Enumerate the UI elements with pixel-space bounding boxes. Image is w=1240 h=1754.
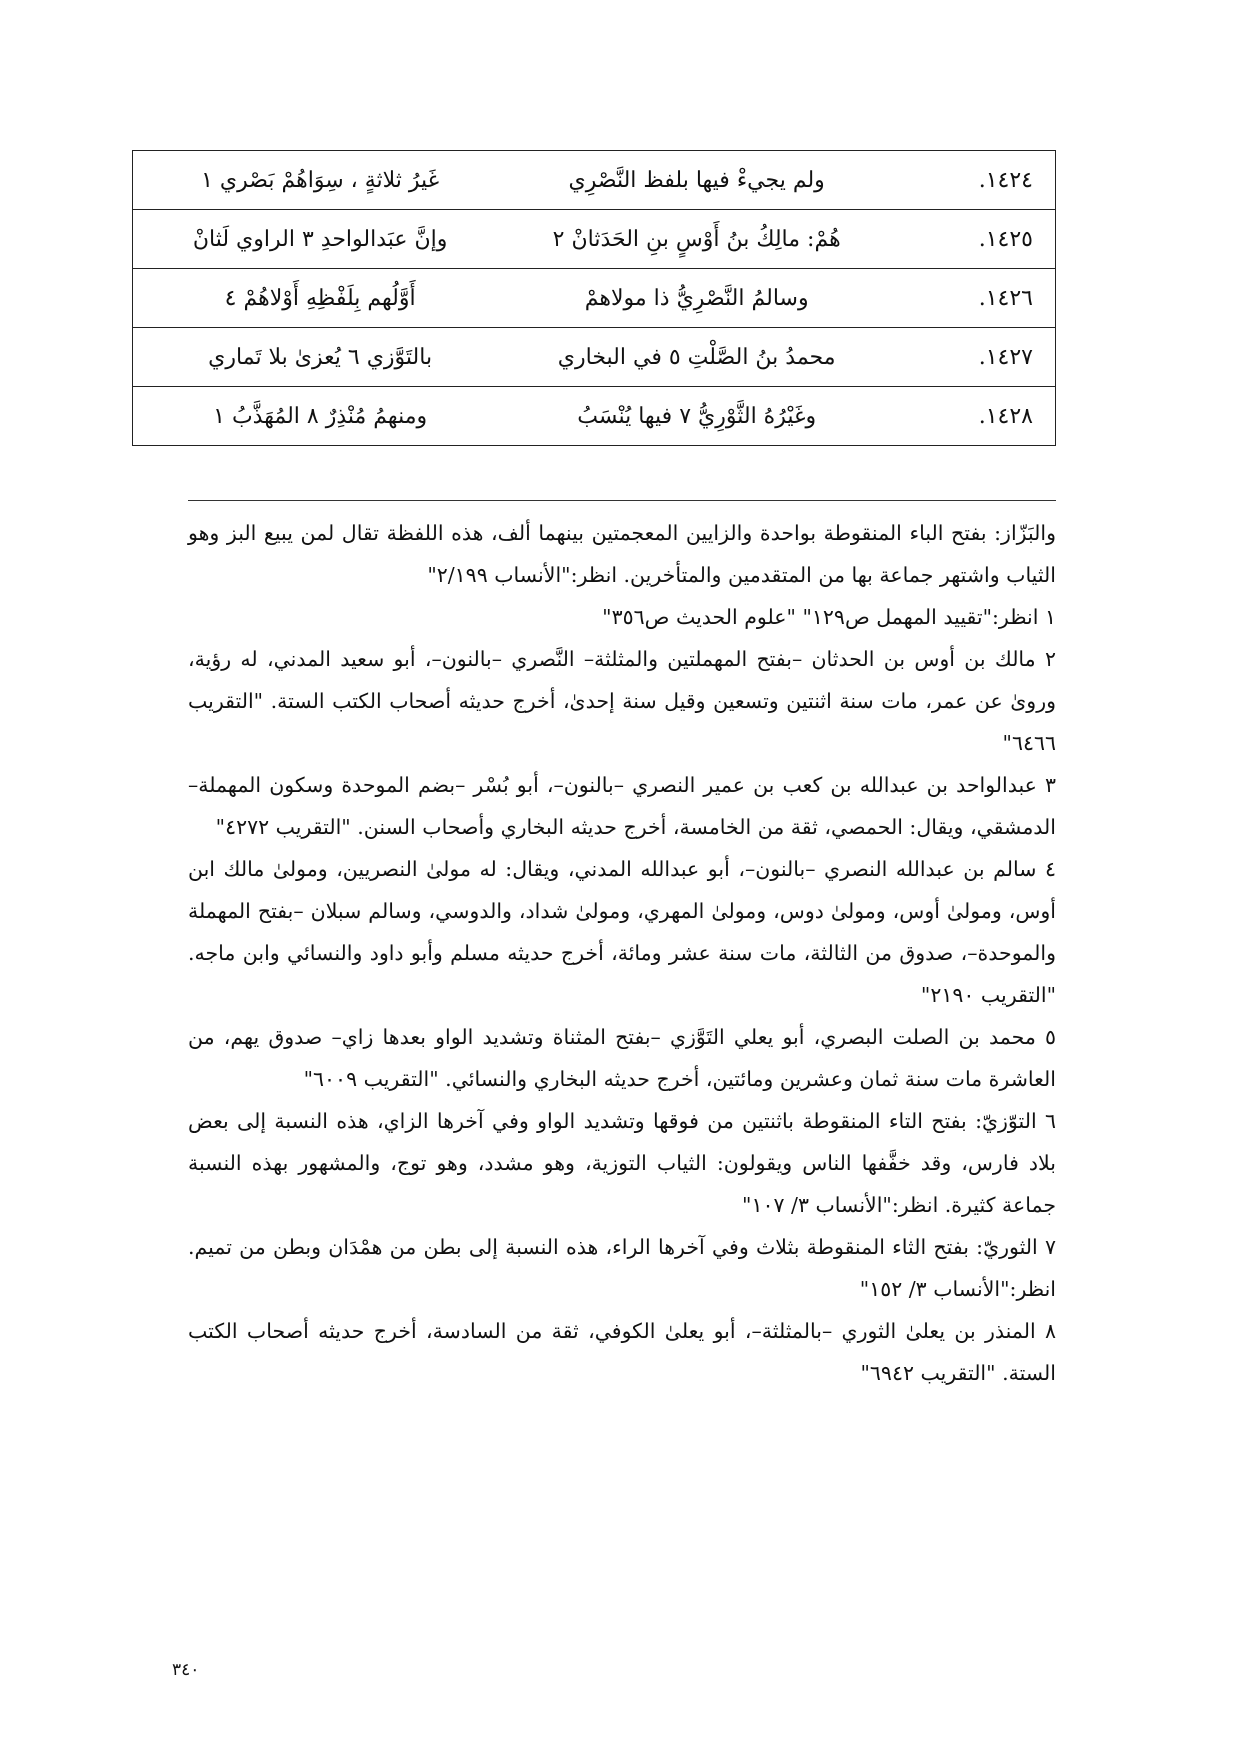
verse-number: ١٤٢٦. (886, 269, 1055, 328)
footnote-continuation: والبَزّاز: بفتح الباء المنقوطة بواحدة والزايين المعجمتين بينهما ألف، هذه اللفظة تقال لمن يبيع البز وهو الثياب واشتهر جماعة بها من المتقدمين والمتأخرين. انظر:"الأنساب ٢/١٩٩" (188, 521, 1056, 587)
verse-row (133, 269, 1056, 328)
verse-row (133, 151, 1056, 210)
verse-number: ١٤٢٨. (886, 387, 1055, 446)
footnote-5: ٥ محمد بن الصلت البصري، أبو يعلي التَوَّزي –بفتح المثناة وتشديد الواو بعدها زاي– صدوق يهم، من العاشرة مات سنة ثمان وعشرين ومائتين، أخرج حديثه البخاري والنسائي. "التقريب ٦٠٠٩" (188, 1025, 1056, 1091)
footnote-6: ٦ التوّزيّ: بفتح التاء المنقوطة باثنتين من فوقها وتشديد الواو وفي آخرها الزاي، هذه النسبة إلى بعض بلاد فارس، وقد خفَّفها الناس ويقولون: الثياب التوزية، وهو مشدد، وهو توج، والمشهور بهذه النسبة جماعة كثيرة. انظر:"الأنساب ٣/ ١٠٧" (188, 1109, 1056, 1217)
verse-number: ١٤٢٤. (886, 151, 1055, 210)
verse-second-hemistich: بالتَوَّزي ٦ يُعزىٰ بلا تَماري (133, 328, 508, 387)
footnote-divider (188, 500, 1056, 501)
footnote-4: ٤ سالم بن عبدالله النصري –بالنون–، أبو عبدالله المدني، ويقال: له مولىٰ النصريين، ومولىٰ مالك ابن أوس، ومولىٰ أوس، ومولىٰ دوس، ومولىٰ المهري، ومولىٰ شداد، والدوسي، وسالم سبلان –بفتح المهملة والموحدة–، صدوق من الثالثة، مات سنة عشر ومائة، أخرج حديثه مسلم وأبو داود والنسائي وابن ماجه. "التقريب ٢١٩٠" (188, 857, 1056, 1007)
verse-first-hemistich: هُمْ: مالِكُ بنُ أَوْسٍ بنِ الحَدَثانْ ٢ (507, 210, 886, 269)
footnote-7: ٧ الثوريّ: بفتح الثاء المنقوطة بثلاث وفي آخرها الراء، هذه النسبة إلى بطن من همْدَان وبطن من تميم. انظر:"الأنساب ٣/ ١٥٢" (188, 1235, 1056, 1301)
footnote-3: ٣ عبدالواحد بن عبدالله بن كعب بن عمير النصري –بالنون–، أبو بُسْر –بضم الموحدة وسكون المهملة– الدمشقي، ويقال: الحمصي، ثقة من الخامسة، أخرج حديثه البخاري وأصحاب السنن. "التقريب ٤٢٧٢" (188, 773, 1056, 839)
verse-row (133, 387, 1056, 446)
footnote-8: ٨ المنذر بن يعلىٰ الثوري –بالمثلثة–، أبو يعلىٰ الكوفي، ثقة من السادسة، أخرج حديثه أصحاب الكتب الستة. "التقريب ٦٩٤٢" (188, 1319, 1056, 1385)
verse-second-hemistich: غَيرُ ثلاثةٍ ، سِوَاهُمْ بَصْري ١ (133, 151, 508, 210)
verse-second-hemistich: ومنهمُ مُنْذِرٌ ٨ المُهَذَّبُ ١ (133, 387, 508, 446)
verse-first-hemistich: وسالمُ النَّصْرِيُّ ذا مولاهمْ (507, 269, 886, 328)
verse-first-hemistich: محمدُ بنُ الصَّلْتِ ٥ في البخاري (507, 328, 886, 387)
verse-first-hemistich: وغَيْرُهُ الثَّوْرِيُّ ٧ فيها يُنْسَبُ (507, 387, 886, 446)
verse-first-hemistich: ولم يجيءْ فيها بلفظ النَّصْرِي (507, 151, 886, 210)
footnote-2: ٢ مالك بن أوس بن الحدثان –بفتح المهملتين والمثلثة– النَّصري –بالنون–، أبو سعيد المدني، له رؤية، وروىٰ عن عمر، مات سنة اثنتين وتسعين وقيل سنة إحدىٰ، أخرج حديثه أصحاب الكتب الستة. "التقريب ٦٤٦٦" (188, 647, 1056, 755)
verse-second-hemistich: وإنَّ عبَدالواحدِ ٣ الراوي لَثانْ (133, 210, 508, 269)
verse-table (132, 150, 1056, 446)
verse-second-hemistich: أَوَّلُهم بِلَفْظِهِ أَوْلاهُمْ ٤ (133, 269, 508, 328)
verse-row (133, 328, 1056, 387)
verse-row (133, 210, 1056, 269)
page-number: ٣٤٠ (172, 1660, 200, 1680)
footnote-1: ١ انظر:"تقييد المهمل ص١٢٩" "علوم الحديث ص٣٥٦" (602, 605, 1056, 629)
verse-number: ١٤٢٥. (886, 210, 1055, 269)
verse-number: ١٤٢٧. (886, 328, 1055, 387)
footnotes-section (188, 512, 1056, 1394)
